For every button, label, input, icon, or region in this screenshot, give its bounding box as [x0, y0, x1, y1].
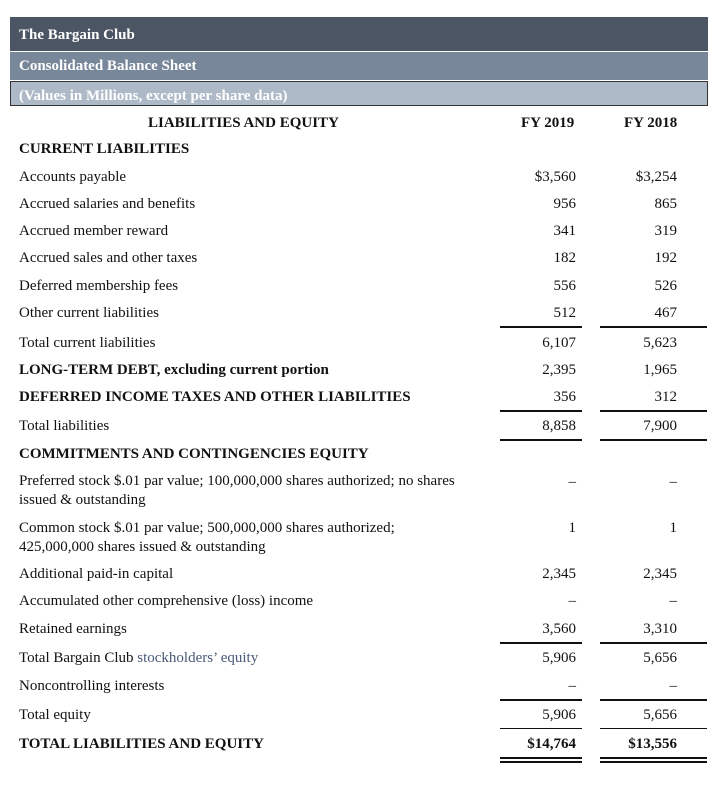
subtotal-rule — [600, 326, 707, 328]
row-label-prefix: Total Bargain Club — [19, 650, 138, 666]
value-fy2019: 356 — [553, 389, 576, 405]
subtotal-rule — [600, 642, 707, 644]
column-header-label: LIABILITIES AND EQUITY — [148, 115, 339, 131]
statement-title: Consolidated Balance Sheet — [10, 52, 708, 80]
value-fy2018: 3,310 — [643, 621, 677, 637]
value-fy2018: $3,254 — [635, 169, 677, 185]
value-fy2019: $3,560 — [534, 169, 576, 185]
value-fy2018: 5,656 — [643, 650, 677, 666]
value-fy2018: 5,623 — [643, 335, 677, 351]
row-label-suffix: stockholders’ equity — [137, 650, 259, 666]
row-label: Accrued salaries and benefits — [19, 196, 196, 212]
value-fy2019: 6,107 — [542, 335, 576, 351]
row-label: Preferred stock $.01 par value; 100,000,000 shares authorized; no shares issued & outstanding — [19, 473, 455, 508]
subtotal-rule — [500, 642, 582, 644]
value-fy2018: 319 — [654, 223, 677, 239]
value-fy2018: – — [669, 678, 677, 694]
double-rule — [600, 757, 707, 759]
double-rule — [500, 757, 582, 759]
subtotal-rule — [500, 410, 582, 412]
value-fy2018: 467 — [654, 305, 677, 321]
value-fy2019: 341 — [553, 223, 576, 239]
double-rule — [600, 761, 707, 763]
value-fy2018: 5,656 — [643, 707, 677, 723]
subtotal-rule — [600, 699, 707, 701]
company-title: The Bargain Club — [10, 17, 708, 51]
value-fy2019: 556 — [553, 278, 576, 294]
total-rule — [600, 439, 707, 441]
row-label: COMMITMENTS AND CONTINGENCIES EQUITY — [19, 446, 369, 462]
value-fy2018: 7,900 — [643, 418, 677, 434]
subtotal-rule — [500, 326, 582, 328]
total-rule — [500, 439, 582, 441]
value-fy2019: 1 — [568, 520, 576, 536]
row-label: Deferred membership fees — [19, 278, 179, 294]
row-label: Retained earnings — [19, 621, 127, 637]
row-label: Total current liabilities — [19, 335, 156, 351]
column-header-fy2019: FY 2019 — [521, 115, 575, 131]
value-fy2019: – — [568, 593, 576, 609]
value-fy2018: $13,556 — [628, 736, 677, 752]
value-fy2018: 526 — [654, 278, 677, 294]
value-fy2019: 3,560 — [542, 621, 576, 637]
value-fy2018: – — [669, 474, 677, 490]
row-label: Noncontrolling interests — [19, 678, 165, 694]
value-fy2019: – — [568, 678, 576, 694]
row-label: Other current liabilities — [19, 305, 159, 321]
row-label: Additional paid-in capital — [19, 566, 174, 582]
value-fy2019: 956 — [553, 196, 576, 212]
value-fy2018: – — [669, 593, 677, 609]
row-label: CURRENT LIABILITIES — [19, 141, 190, 157]
value-fy2018: 192 — [654, 250, 677, 266]
row-label: Accounts payable — [19, 169, 127, 185]
row-label: Accrued member reward — [19, 223, 169, 239]
row-label: Total equity — [19, 707, 91, 723]
value-fy2019: 2,345 — [542, 566, 576, 582]
row-label: Common stock $.01 par value; 500,000,000 shares authorized; 425,000,000 shares issued & outstanding — [19, 520, 395, 555]
row-label: LONG-TERM DEBT, excluding current portion — [19, 362, 329, 378]
total-rule — [500, 728, 582, 729]
row-label: TOTAL LIABILITIES AND EQUITY — [19, 736, 264, 752]
value-fy2018: 865 — [654, 196, 677, 212]
value-fy2019: – — [568, 474, 576, 490]
value-fy2019: 2,395 — [542, 362, 576, 378]
total-rule — [600, 728, 707, 729]
value-fy2019: 5,906 — [542, 707, 576, 723]
value-fy2019: 8,858 — [542, 418, 576, 434]
value-fy2018: 312 — [654, 389, 677, 405]
row-label: DEFERRED INCOME TAXES AND OTHER LIABILITIES — [19, 389, 411, 405]
subtotal-rule — [600, 410, 707, 412]
row-label: Accumulated other comprehensive (loss) income — [19, 593, 314, 609]
value-fy2019: 512 — [553, 305, 576, 321]
value-fy2019: 5,906 — [542, 650, 576, 666]
subtotal-rule — [500, 699, 582, 701]
double-rule — [500, 761, 582, 763]
row-label: Accrued sales and other taxes — [19, 250, 198, 266]
value-fy2018: 2,345 — [643, 566, 677, 582]
value-fy2019: $14,764 — [527, 736, 576, 752]
row-label — [19, 649, 479, 668]
units-note: (Values in Millions, except per share data) — [10, 81, 708, 106]
value-fy2019: 182 — [553, 250, 576, 266]
row-label: Total liabilities — [19, 418, 110, 434]
value-fy2018: 1,965 — [643, 362, 677, 378]
column-header-fy2018: FY 2018 — [624, 115, 678, 131]
value-fy2018: 1 — [669, 520, 677, 536]
